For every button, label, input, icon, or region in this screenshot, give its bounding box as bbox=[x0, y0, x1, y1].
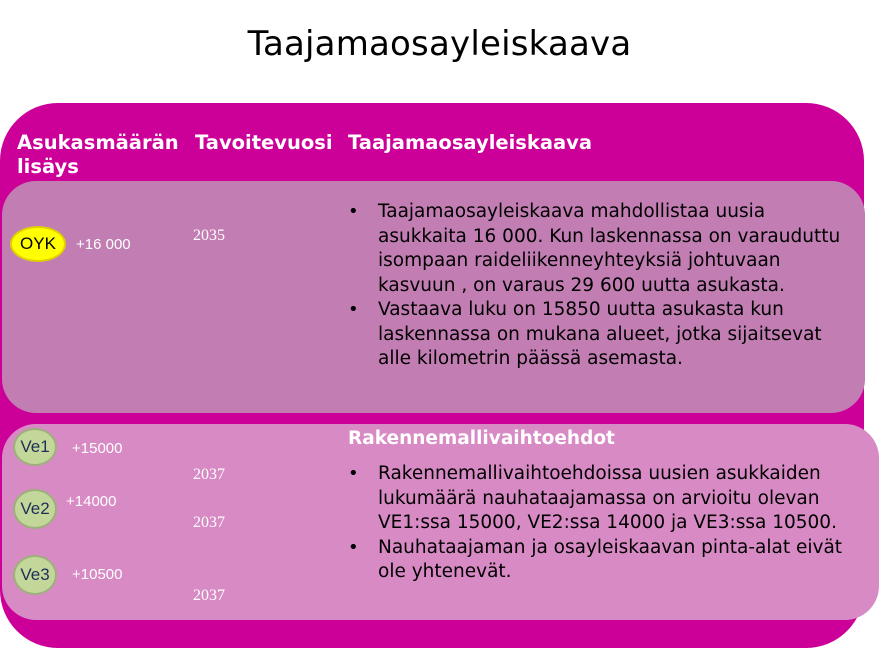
ve2-badge-label: Ve2 bbox=[20, 499, 50, 518]
ve3-badge-label: Ve3 bbox=[20, 565, 50, 584]
oyk-bullet-2: • Vastaava luku on 15850 uutta asukasta kun laskennassa on mukana alueet, jotka sijaitsevat alle kilometrin päässä asemasta. bbox=[348, 298, 848, 372]
oyk-badge-label: OYK bbox=[20, 234, 56, 253]
ve3-year: 2037 bbox=[193, 587, 225, 604]
oyk-badge bbox=[10, 226, 66, 262]
ve1-badge bbox=[13, 428, 57, 466]
header-increase: Asukasmäärän lisäys bbox=[17, 131, 179, 178]
slide-title: Taajamaosayleiskaava bbox=[247, 24, 632, 64]
oyk-increase: +16 000 bbox=[76, 236, 131, 253]
alternatives-bullet-1: • Rakennemallivaihtoehdoissa uusien asukkaiden lukumäärä nauhataajamassa on arvioitu olevan VE1:ssa 15000, VE2:ssa 14000 ja VE3:ssa 10500. bbox=[348, 462, 848, 536]
ve2-badge bbox=[13, 489, 57, 529]
ve3-increase: +10500 bbox=[72, 566, 123, 583]
oyk-bullets bbox=[348, 200, 848, 372]
ve2-increase: +14000 bbox=[66, 493, 117, 510]
header-plan: Taajamaosayleiskaava bbox=[348, 131, 593, 154]
oyk-year: 2035 bbox=[193, 227, 225, 244]
alternatives-title: Rakennemallivaihtoehdot bbox=[348, 428, 615, 449]
alternatives-bullet-2: • Nauhataajaman ja osayleiskaavan pinta-alat eivät ole yhtenevät. bbox=[348, 536, 848, 585]
ve1-year: 2037 bbox=[193, 466, 225, 483]
ve1-increase: +15000 bbox=[72, 440, 123, 457]
oyk-bullet-1: • Taajamaosayleiskaava mahdollistaa uusia asukkaita 16 000. Kun laskennassa on varauduttu isompaan raideliikenneyhteyksiä johtuvaan kasvuun , on varaus 29 600 uutta asukasta. bbox=[348, 200, 848, 298]
ve1-badge-label: Ve1 bbox=[20, 437, 50, 456]
ve3-badge bbox=[13, 555, 57, 595]
ve2-year: 2037 bbox=[193, 514, 225, 531]
alternatives-bullets bbox=[348, 462, 848, 585]
header-target-year: Tavoitevuosi bbox=[195, 131, 333, 154]
